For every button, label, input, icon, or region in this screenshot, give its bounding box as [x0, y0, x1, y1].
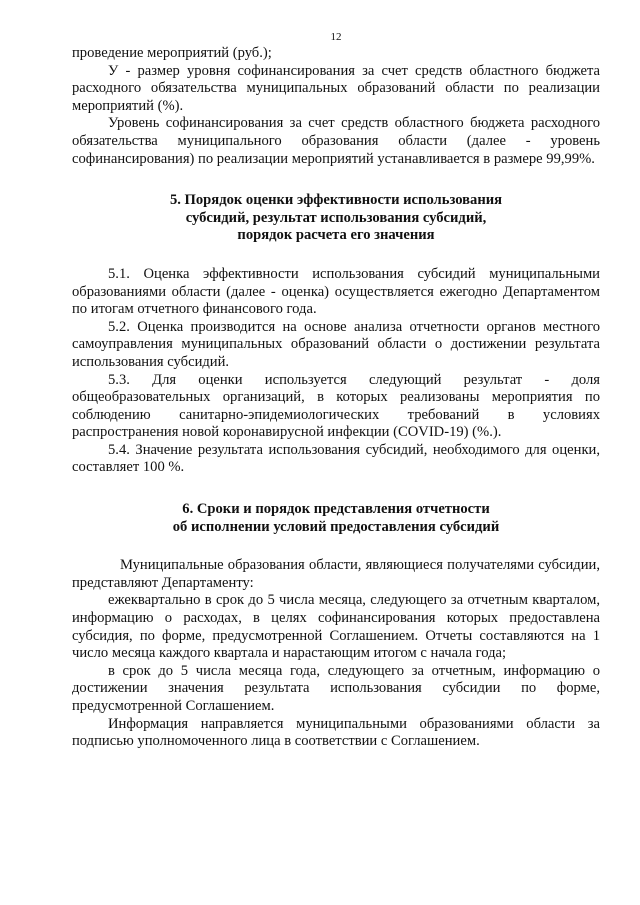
- section-6-title: [72, 501, 600, 536]
- intro-paragraph-1: проведение мероприятий (руб.);: [72, 45, 272, 61]
- section-6-paragraph-3: в срок до 5 числа месяца года, следующего за отчетным, информацию о достижении значения результата использования субсидии по форме, предусмотренной Соглашением.: [72, 662, 600, 714]
- section-6-title-line-1: 6. Сроки и порядок представления отчетности: [182, 501, 490, 518]
- section-5-paragraph-3: 5.3. Для оценки используется следующий результат - доля общеобразовательных организаций, в которых реализованы мероприятия по соблюдению санитарно-эпидемиологических требований в условиях распространения новой коронавирусной инфекции (COVID-19) (%.).: [72, 371, 600, 441]
- section-6-paragraph-4: Информация направляется муниципальными образованиями области за подписью уполномоченного лица в соответствии с Соглашением.: [72, 715, 600, 750]
- section-5-paragraph-1: 5.1. Оценка эффективности использования субсидий муниципальными образованиями области (далее - оценка) осуществляется ежегодно Департаментом по итогам отчетного финансового года.: [72, 265, 600, 318]
- page-number: 12: [330, 31, 342, 43]
- intro-paragraph-2: У - размер уровня софинансирования за счет средств областного бюджета расходного обязательства муниципальных образований области по реализации мероприятий (%).: [72, 62, 600, 114]
- section-6-paragraph-2: ежеквартально в срок до 5 числа месяца, следующего за отчетным кварталом, информацию о расходах, в целях софинансирования которых предоставлена субсидия, по форме, предусмотренной Соглашением. Отчеты составляются на 1 число месяца каждого квартала и нарастающим итогом с начала года;: [72, 592, 600, 662]
- section-6-title-line-2: об исполнении условий предоставления субсидий: [172, 518, 500, 535]
- section-6-paragraph-1: Муниципальные образования области, являющиеся получателями субсидии, представляют Департаменту:: [72, 557, 600, 591]
- section-5-paragraph-4: 5.4. Значение результата использования субсидий, необходимого для оценки, составляет 100 %.: [72, 441, 600, 476]
- intro-paragraph-3: Уровень софинансирования за счет средств областного бюджета расходного обязательства муниципального образования области (далее - уровень софинансирования) по реализации мероприятий устанавливается в размере 99,99%.: [72, 115, 600, 167]
- document-body: [72, 45, 600, 751]
- section-5-title-line-3: порядок расчета его значения: [237, 227, 435, 244]
- section-5-title: [72, 192, 600, 245]
- section-5-paragraph-2: 5.2. Оценка производится на основе анализа отчетности органов местного самоуправления муниципальных образований области о достижении результата использования субсидий.: [72, 318, 600, 370]
- section-5-title-line-2: субсидий, результат использования субсидий,: [185, 209, 487, 226]
- section-5-title-line-1: 5. Порядок оценки эффективности использования: [169, 192, 503, 209]
